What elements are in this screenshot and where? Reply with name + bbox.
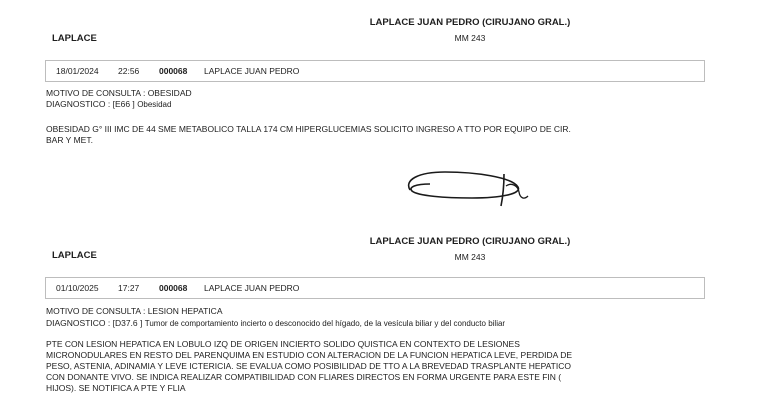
note-line: MICRONODULARES EN RESTO DEL PARENQUIMA EN ESTUDIO CON ALTERACION DE LA FUNCION HEPATICA LEVE, PERDIDA DE: [46, 350, 573, 360]
entry-date: 01/10/2025: [56, 283, 99, 293]
doctor-name: LAPLACE JUAN PEDRO (CIRUJANO GRAL.): [369, 236, 571, 247]
note-line: PESO, ASTENIA, ADINAMIA Y LEVE ICTERICIA. SE EVALUA COMO POSIBILIDAD DE TTO A LA BREVEDAD TRASPLANTE HEPATICO: [46, 361, 571, 371]
signature-icon: [400, 160, 540, 215]
entry-header-box: [45, 277, 705, 299]
entry-header-box: [45, 60, 705, 82]
consult-reason: MOTIVO DE CONSULTA : OBESIDAD: [46, 88, 192, 98]
diagnosis-line: [46, 318, 505, 328]
entry-date: 18/01/2024: [56, 66, 99, 76]
note-line: OBESIDAD G° III IMC DE 44 SME METABOLICO TALLA 174 CM HIPERGLUCEMIAS SOLICITO INGRESO A TTO POR EQUIPO DE CIR.: [46, 124, 571, 134]
consult-reason: MOTIVO DE CONSULTA : LESION HEPATICA: [46, 306, 223, 316]
entry-patient: LAPLACE JUAN PEDRO: [204, 66, 300, 76]
entry-patient: LAPLACE JUAN PEDRO: [204, 283, 300, 293]
clinical-note: [46, 339, 572, 394]
diagnosis-description: Obesidad: [137, 100, 172, 109]
doctor-license: MM 243: [454, 33, 486, 43]
entry-code: 000068: [159, 66, 188, 76]
diagnosis-line: [46, 99, 171, 109]
clinical-note: [46, 124, 571, 146]
note-line: HIJOS). SE NOTIFICA A PTE Y FLIA: [46, 383, 186, 393]
doctor-name: LAPLACE JUAN PEDRO (CIRUJANO GRAL.): [369, 17, 571, 28]
diagnosis-description: Tumor de comportamiento incierto o desconocido del hígado, de la vesícula biliar y del conducto biliar: [144, 319, 506, 328]
note-line: PTE CON LESION HEPATICA EN LOBULO IZQ DE ORIGEN INCIERTO SOLIDO QUISTICA EN CONTEXTO DE LESIONES: [46, 339, 520, 349]
doctor-short-name: LAPLACE: [52, 33, 97, 44]
diagnosis-code: DIAGNOSTICO : [D37.6 ]: [46, 318, 143, 328]
entry-time: 17:27: [118, 283, 140, 293]
note-line: BAR Y MET.: [46, 135, 93, 145]
doctor-license: MM 243: [454, 252, 486, 262]
note-line: CON DONANTE VIVO. SE INDICA REALIZAR COMPATIBILIDAD CON FLIARES DIRECTOS EN FORMA URGENTE PARA ESTE FIN (: [46, 372, 562, 382]
diagnosis-code: DIAGNOSTICO : [E66 ]: [46, 99, 135, 109]
entry-time: 22:56: [118, 66, 140, 76]
doctor-short-name: LAPLACE: [52, 250, 97, 261]
entry-code: 000068: [159, 283, 188, 293]
